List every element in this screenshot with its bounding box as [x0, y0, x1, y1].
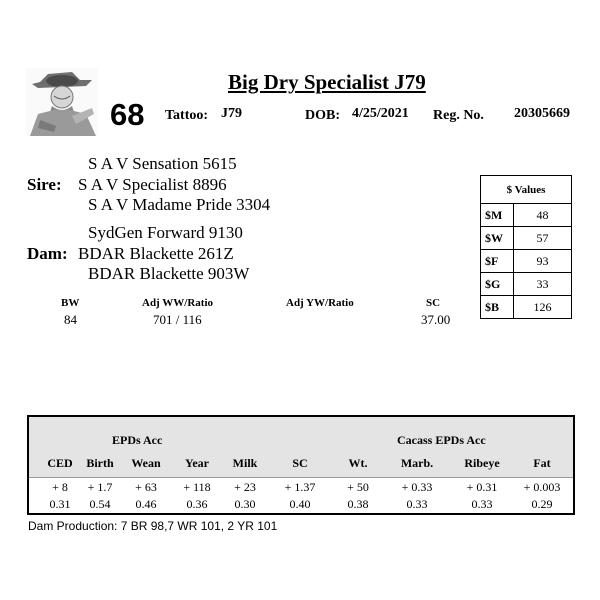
epd-value: + 1.7: [87, 480, 113, 494]
reg-no-label: Reg. No.: [433, 108, 484, 123]
epd-accuracy: 0.33: [471, 497, 493, 511]
dob-label: DOB:: [305, 108, 340, 123]
dob-value: 4/25/2021: [352, 106, 409, 121]
perf-ww-label: Adj WW/Ratio: [142, 297, 213, 309]
sire-name: S A V Specialist 8896: [78, 175, 227, 194]
epd-accuracy: 0.30: [234, 497, 256, 511]
epd-column-header: Milk: [232, 456, 258, 470]
dollar-row: [481, 204, 572, 227]
epd-column-header: Marb.: [400, 456, 434, 470]
epd-accuracy: 0.31: [49, 497, 71, 511]
perf-bw-label: BW: [61, 297, 80, 309]
perf-bw-value: 84: [64, 312, 77, 327]
epd-accuracy: 0.36: [186, 497, 208, 511]
epd-value: + 63: [135, 480, 157, 494]
sire-label: Sire:: [27, 175, 62, 194]
epd-value: + 0.33: [401, 480, 433, 494]
epd-accuracy: 0.29: [531, 497, 553, 511]
epd-column-header: Year: [185, 456, 209, 470]
tattoo-value: J79: [221, 106, 242, 121]
epd-column-header: Ribeye: [464, 456, 500, 470]
sire-sire: S A V Sensation 5615: [88, 154, 237, 173]
dam-production: Dam Production: 7 BR 98,7 WR 101, 2 YR 101: [28, 519, 278, 533]
tattoo-label: Tattoo:: [165, 108, 209, 123]
dollar-row: [481, 250, 572, 273]
cowboy-logo-icon: [26, 68, 98, 136]
dollar-label: $M: [481, 204, 514, 227]
epd-column-header: Wt.: [348, 456, 368, 470]
epd-value: + 118: [183, 480, 211, 494]
perf-sc-label: SC: [426, 297, 441, 309]
epd-value: + 50: [347, 480, 369, 494]
carcass-epd-group-label: Cacass EPDs Acc: [397, 433, 486, 447]
dollar-value: 57: [514, 227, 572, 250]
dollar-label: $F: [481, 250, 514, 273]
lot-number: 68: [110, 97, 145, 132]
dam-sire: SydGen Forward 9130: [88, 223, 243, 242]
epd-accuracy: 0.40: [289, 497, 311, 511]
epd-column-header: SC: [292, 456, 308, 470]
perf-sc-value: 37.00: [421, 312, 451, 327]
epd-accuracy: 0.33: [406, 497, 428, 511]
epd-column-header: CED: [47, 456, 73, 470]
epd-group-label: EPDs Acc: [112, 433, 163, 447]
dollar-value: 126: [514, 296, 572, 319]
sire-dam: S A V Madame Pride 3304: [88, 195, 271, 214]
epd-column-header: Fat: [533, 456, 551, 470]
dollar-values-table: [480, 175, 572, 319]
dam-label: Dam:: [27, 244, 68, 263]
epd-value: + 1.37: [284, 480, 316, 494]
dollar-row: [481, 273, 572, 296]
epd-accuracy: 0.54: [89, 497, 111, 511]
epd-accuracy: 0.46: [135, 497, 157, 511]
perf-ww-value: 701 / 116: [153, 312, 202, 327]
dollar-row: [481, 296, 572, 319]
epd-value: + 0.003: [523, 480, 561, 494]
epd-value: + 0.31: [466, 480, 498, 494]
dollar-label: $G: [481, 273, 514, 296]
dollar-values-title: $ Values: [481, 176, 572, 204]
epd-accuracy: 0.38: [347, 497, 369, 511]
epd-column-header: Wean: [131, 456, 161, 470]
dollar-row: [481, 227, 572, 250]
dollar-value: 48: [514, 204, 572, 227]
epd-value: + 8: [52, 480, 68, 494]
dollar-label: $B: [481, 296, 514, 319]
dollar-value: 93: [514, 250, 572, 273]
epd-box: [27, 415, 575, 515]
animal-title: Big Dry Specialist J79: [228, 70, 426, 94]
dollar-value: 33: [514, 273, 572, 296]
reg-no-value: 20305669: [514, 106, 570, 121]
dam-dam: BDAR Blackette 903W: [88, 264, 250, 283]
dam-name: BDAR Blackette 261Z: [78, 244, 234, 263]
dollar-label: $W: [481, 227, 514, 250]
epd-value: + 23: [234, 480, 256, 494]
epd-column-header: Birth: [86, 456, 114, 470]
perf-yw-label: Adj YW/Ratio: [286, 297, 354, 309]
